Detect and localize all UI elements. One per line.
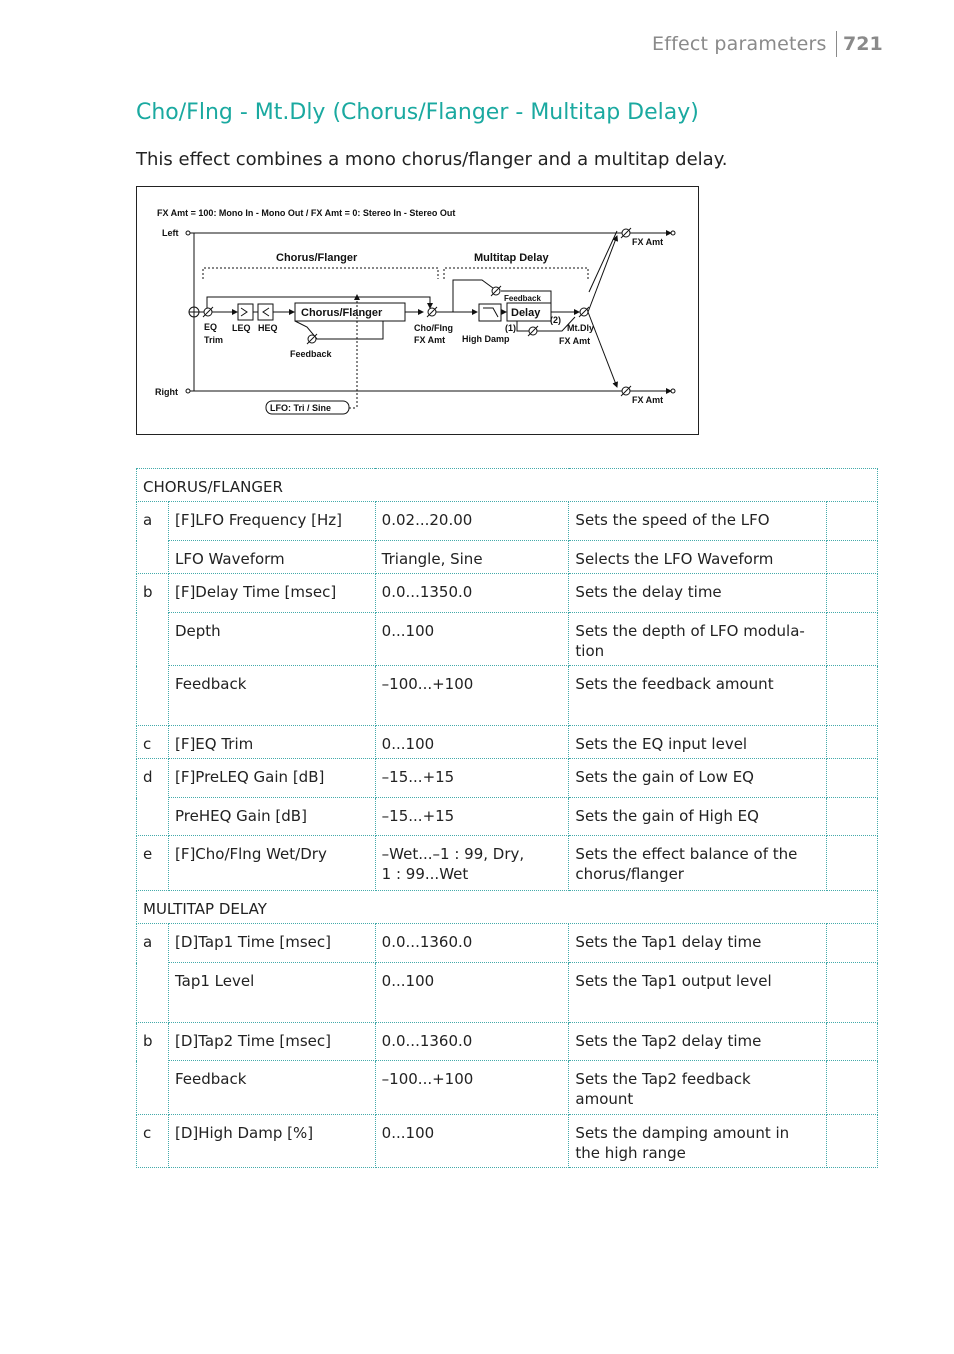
lfo-label: LFO: Tri / Sine <box>270 403 332 413</box>
param-group-id: e <box>137 836 169 891</box>
param-description: Sets the EQ input level <box>569 726 827 759</box>
param-name: [F]Delay Time [msec] <box>168 574 375 613</box>
header-divider <box>836 31 837 57</box>
right-input-terminal <box>186 389 190 393</box>
cho-flng-label: Cho/Flng <box>414 323 453 333</box>
param-name: [F]PreLEQ Gain [dB] <box>168 759 375 798</box>
signal-flow-diagram <box>136 186 699 435</box>
param-name: Depth <box>168 613 375 666</box>
param-range: 0...100 <box>375 1115 569 1168</box>
header-section-title: Effect parameters <box>652 33 827 55</box>
param-description: Selects the LFO Waveform <box>569 541 827 574</box>
param-range: –15...+15 <box>375 798 569 836</box>
chorus-feedback-label: Feedback <box>290 349 332 359</box>
multitap-delay-bracket <box>444 268 588 279</box>
table-row <box>137 666 878 726</box>
table-row <box>137 1061 878 1115</box>
param-range: 0.02...20.00 <box>375 502 569 541</box>
tap1-label: (1) <box>505 323 516 333</box>
param-group-id: b <box>137 1023 169 1115</box>
param-description: Sets the damping amount in the high range <box>569 1115 827 1168</box>
leq-label: LEQ <box>232 323 251 333</box>
left-output-terminal <box>671 231 675 235</box>
multitap-delay-section-label: Multitap Delay <box>474 252 549 264</box>
left-label: Left <box>162 228 179 238</box>
table-row <box>137 759 878 798</box>
right-fx-amt-label: FX Amt <box>632 395 664 405</box>
param-name: [F]Cho/Flng Wet/Dry <box>168 836 375 891</box>
right-label: Right <box>155 387 178 397</box>
param-extra-cell <box>827 502 878 541</box>
mt-dly-label: Mt.Dly <box>567 323 594 333</box>
param-range: 0...100 <box>375 613 569 666</box>
param-name: [D]High Damp [%] <box>168 1115 375 1168</box>
trim-label: Trim <box>204 335 224 345</box>
chorus-flanger-block-label: Chorus/Flanger <box>301 307 383 319</box>
chorus-flanger-section-label: Chorus/Flanger <box>276 252 358 264</box>
tap2-label: (2) <box>550 315 561 325</box>
heq-block <box>258 304 273 320</box>
param-range: –100...+100 <box>375 666 569 726</box>
param-description: Sets the depth of LFO modula- tion <box>569 613 827 666</box>
param-range: 0.0...1360.0 <box>375 924 569 963</box>
param-extra-cell <box>827 759 878 798</box>
param-range: 0...100 <box>375 963 569 1023</box>
param-description: Sets the Tap2 feedback amount <box>569 1061 827 1115</box>
param-extra-cell <box>827 1115 878 1168</box>
param-extra-cell <box>827 541 878 574</box>
param-group-id: a <box>137 502 169 574</box>
param-name: Tap1 Level <box>168 963 375 1023</box>
table-row <box>137 1115 878 1168</box>
param-range: 0.0...1360.0 <box>375 1023 569 1061</box>
table-row <box>137 726 878 759</box>
param-extra-cell <box>827 613 878 666</box>
param-range: 0.0...1350.0 <box>375 574 569 613</box>
table-row <box>137 1023 878 1061</box>
param-range: –Wet...–1 : 99, Dry, 1 : 99...Wet <box>375 836 569 891</box>
param-name: Feedback <box>168 666 375 726</box>
chorus-flanger-bracket <box>203 268 438 279</box>
cho-flng-fx-amt-label: FX Amt <box>414 335 446 345</box>
param-description: Sets the gain of High EQ <box>569 798 827 836</box>
param-name: [F]LFO Frequency [Hz] <box>168 502 375 541</box>
param-name: [D]Tap2 Time [msec] <box>168 1023 375 1061</box>
table-row <box>137 613 878 666</box>
param-extra-cell <box>827 726 878 759</box>
param-group-id: a <box>137 924 169 1023</box>
page-title: Cho/Flng - Mt.Dly (Chorus/Flanger - Multitap Delay) <box>136 100 699 125</box>
param-description: Sets the Tap1 output level <box>569 963 827 1023</box>
left-fx-amt-label: FX Amt <box>632 237 664 247</box>
table-row <box>137 574 878 613</box>
intro-text: This effect combines a mono chorus/flanger and a multitap delay. <box>136 149 728 170</box>
table-row <box>137 541 878 574</box>
param-range: 0...100 <box>375 726 569 759</box>
param-extra-cell <box>827 1023 878 1061</box>
param-extra-cell <box>827 1061 878 1115</box>
param-description: Sets the effect balance of the chorus/flanger <box>569 836 827 891</box>
table-row <box>137 502 878 541</box>
param-extra-cell <box>827 574 878 613</box>
param-range: –100...+100 <box>375 1061 569 1115</box>
table-row <box>137 924 878 963</box>
io-note: FX Amt = 100: Mono In - Mono Out / FX Amt = 0: Stereo In - Stereo Out <box>157 208 456 218</box>
param-extra-cell <box>827 836 878 891</box>
param-description: Sets the Tap2 delay time <box>569 1023 827 1061</box>
high-damp-label: High Damp <box>462 334 510 344</box>
section-header-row <box>137 469 878 502</box>
param-description: Sets the gain of Low EQ <box>569 759 827 798</box>
param-range: Triangle, Sine <box>375 541 569 574</box>
table-row <box>137 963 878 1023</box>
leq-block <box>238 304 253 320</box>
param-extra-cell <box>827 798 878 836</box>
param-description: Sets the feedback amount <box>569 666 827 726</box>
eq-label: EQ <box>204 322 218 332</box>
heq-label: HEQ <box>258 323 278 333</box>
param-group-id: d <box>137 759 169 836</box>
delay-block-label: Delay <box>511 307 541 319</box>
param-name: [F]EQ Trim <box>168 726 375 759</box>
param-group-id: c <box>137 726 169 759</box>
param-description: Sets the delay time <box>569 574 827 613</box>
param-group-id: c <box>137 1115 169 1168</box>
param-description: Sets the Tap1 delay time <box>569 924 827 963</box>
param-name: Feedback <box>168 1061 375 1115</box>
page-number: 721 <box>843 33 883 55</box>
section-header-row <box>137 891 878 924</box>
mt-dly-fx-amt-label: FX Amt <box>559 336 591 346</box>
param-name: PreHEQ Gain [dB] <box>168 798 375 836</box>
section-header: CHORUS/FLANGER <box>137 469 878 502</box>
param-extra-cell <box>827 963 878 1023</box>
param-description: Sets the speed of the LFO <box>569 502 827 541</box>
parameter-table <box>136 468 878 1168</box>
high-damp-block <box>479 304 501 321</box>
table-row <box>137 798 878 836</box>
left-input-terminal <box>186 231 190 235</box>
param-range: –15...+15 <box>375 759 569 798</box>
delay-feedback-label: Feedback <box>504 294 541 303</box>
param-extra-cell <box>827 924 878 963</box>
param-extra-cell <box>827 666 878 726</box>
table-row <box>137 836 878 891</box>
section-header: MULTITAP DELAY <box>137 891 878 924</box>
param-name: LFO Waveform <box>168 541 375 574</box>
right-output-terminal <box>671 389 675 393</box>
param-name: [D]Tap1 Time [msec] <box>168 924 375 963</box>
param-group-id: b <box>137 574 169 726</box>
